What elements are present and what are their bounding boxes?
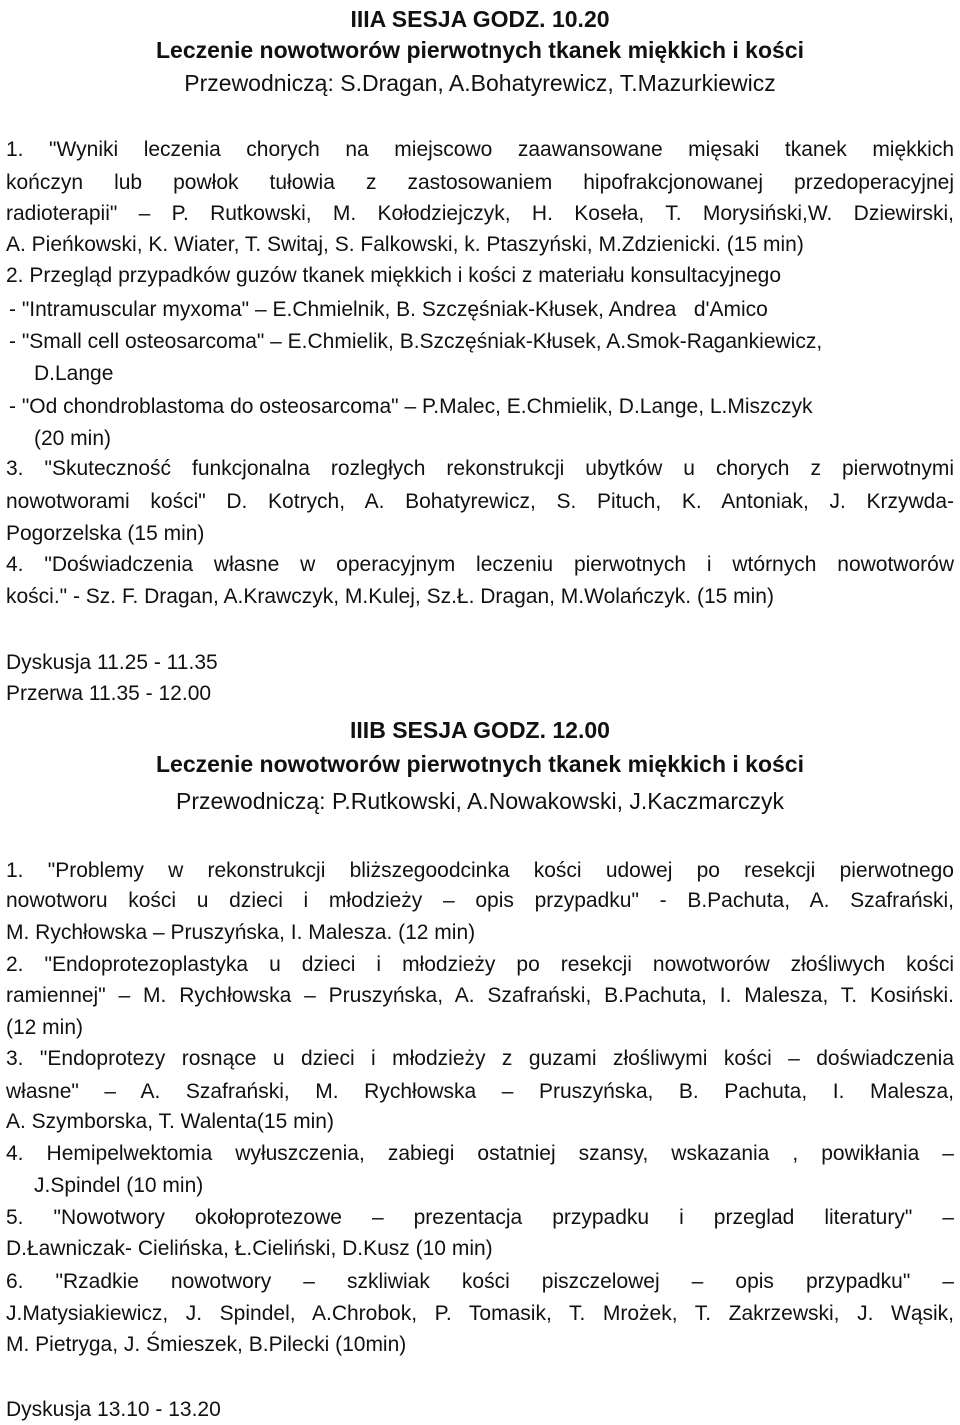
- session-a-line: D.Lange: [34, 362, 114, 385]
- session-b-discussion: Dyskusja 13.10 - 13.20: [6, 1398, 221, 1421]
- session-b-line: J.Matysiakiewicz, J. Spindel, A.Chrobok, P. Tomasik, T. Mrożek, T. Zakrzewski, J. Wąsik,: [6, 1302, 954, 1325]
- session-a-line: kości." - Sz. F. Dragan, A.Krawczyk, M.Kulej, Sz.Ł. Dragan, M.Wolańczyk. (15 min): [6, 585, 774, 608]
- session-a-chairs: Przewodniczą: S.Dragan, A.Bohatyrewicz, T.Mazurkiewicz: [184, 70, 776, 96]
- session-b-line: nowotworu kości u dzieci i młodzieży – opis przypadku" - B.Pachuta, A. Szafrański,: [6, 889, 954, 912]
- session-b-line: M. Pietryga, J. Śmieszek, B.Pilecki (10min): [6, 1333, 407, 1356]
- session-a-line: nowotworami kości" D. Kotrych, A. Bohatyrewicz, S. Pituch, K. Antoniak, J. Krzywda-: [6, 490, 954, 513]
- session-a-line: 2. Przegląd przypadków guzów tkanek miękkich i kości z materiału konsultacyjnego: [6, 264, 782, 287]
- session-b-line: 1. "Problemy w rekonstrukcji bliższegoodcinka kości udowej po resekcji pierwotnego: [6, 859, 954, 882]
- session-a-line: Pogorzelska (15 min): [6, 522, 205, 545]
- session-b-subtitle: Leczenie nowotworów pierwotnych tkanek miękkich i kości: [155, 751, 804, 777]
- session-a-line: - "Intramuscular myxoma" – E.Chmielnik, B. Szczęśniak-Kłusek, Andrea d'Amico: [9, 298, 768, 321]
- session-b-title: IIIB SESJA GODZ. 12.00: [350, 717, 610, 743]
- session-a-break: Przerwa 11.35 - 12.00: [6, 682, 212, 705]
- session-b-line: własne" – A. Szafrański, M. Rychłowska – Pruszyńska, B. Pachuta, I. Malesza,: [6, 1080, 954, 1103]
- session-b-line: 4. Hemipelwektomia wyłuszczenia, zabiegi ostatniej szansy, wskazania , powikłania –: [6, 1142, 954, 1165]
- session-b-line: A. Szymborska, T. Walenta(15 min): [6, 1110, 334, 1133]
- session-b-line: (12 min): [6, 1016, 84, 1039]
- session-a-line: - "Small cell osteosarcoma" – E.Chmielik, B.Szczęśniak-Kłusek, A.Smok-Ragankiewicz,: [9, 330, 823, 353]
- session-a-line: A. Pieńkowski, K. Wiater, T. Switaj, S. Falkowski, k. Ptaszyński, M.Zdzienicki. (15 min): [6, 233, 804, 256]
- session-a-line: 3. "Skuteczność funkcjonalna rozległych rekonstrukcji ubytków u chorych z pierwotnymi: [6, 457, 954, 480]
- session-a-title: IIIA SESJA GODZ. 10.20: [350, 6, 610, 32]
- session-a-discussion: Dyskusja 11.25 - 11.35: [6, 651, 218, 674]
- session-a-line: 1. "Wyniki leczenia chorych na miejscowo zaawansowane mięsaki tkanek miękkich: [6, 138, 954, 161]
- session-a-line: radioterapii" – P. Rutkowski, M. Kołodziejczyk, H. Koseła, T. Morysiński,W. Dziewirski,: [6, 202, 954, 225]
- session-a-line: 4. "Doświadczenia własne w operacyjnym leczeniu pierwotnych i wtórnych nowotworów: [6, 553, 954, 576]
- session-b-line: 6. "Rzadkie nowotwory – szkliwiak kości piszczelowej – opis przypadku" –: [6, 1270, 954, 1293]
- session-b-line: 2. "Endoprotezoplastyka u dzieci i młodzieży po resekcji nowotworów złośliwych kości: [6, 953, 954, 976]
- session-b-line: J.Spindel (10 min): [34, 1174, 204, 1197]
- session-a-line: - "Od chondroblastoma do osteosarcoma" – P.Malec, E.Chmielik, D.Lange, L.Miszczyk: [9, 395, 813, 418]
- session-b-chairs: Przewodniczą: P.Rutkowski, A.Nowakowski, J.Kaczmarczyk: [176, 788, 784, 814]
- session-b-line: 5. "Nowotwory okołoprotezowe – prezentacja przypadku i przeglad literatury" –: [6, 1206, 954, 1229]
- session-a-line: kończyn lub powłok tułowia z zastosowaniem hipofrakcjonowanej przedoperacyjnej: [6, 171, 954, 194]
- session-b-line: D.Ławniczak- Cielińska, Ł.Cieliński, D.Kusz (10 min): [6, 1237, 493, 1260]
- session-b-line: 3. "Endoprotezy rosnące u dzieci i młodzieży z guzami złośliwymi kości – doświadczenia: [6, 1047, 954, 1070]
- session-a-line: (20 min): [34, 427, 112, 450]
- session-b-line: M. Rychłowska – Pruszyńska, I. Malesza. (12 min): [6, 921, 476, 944]
- session-b-line: ramiennej" – M. Rychłowska – Pruszyńska, A. Szafrański, B.Pachuta, I. Malesza, T. Kosiński.: [6, 984, 954, 1007]
- session-a-subtitle: Leczenie nowotworów pierwotnych tkanek miękkich i kości: [155, 37, 804, 63]
